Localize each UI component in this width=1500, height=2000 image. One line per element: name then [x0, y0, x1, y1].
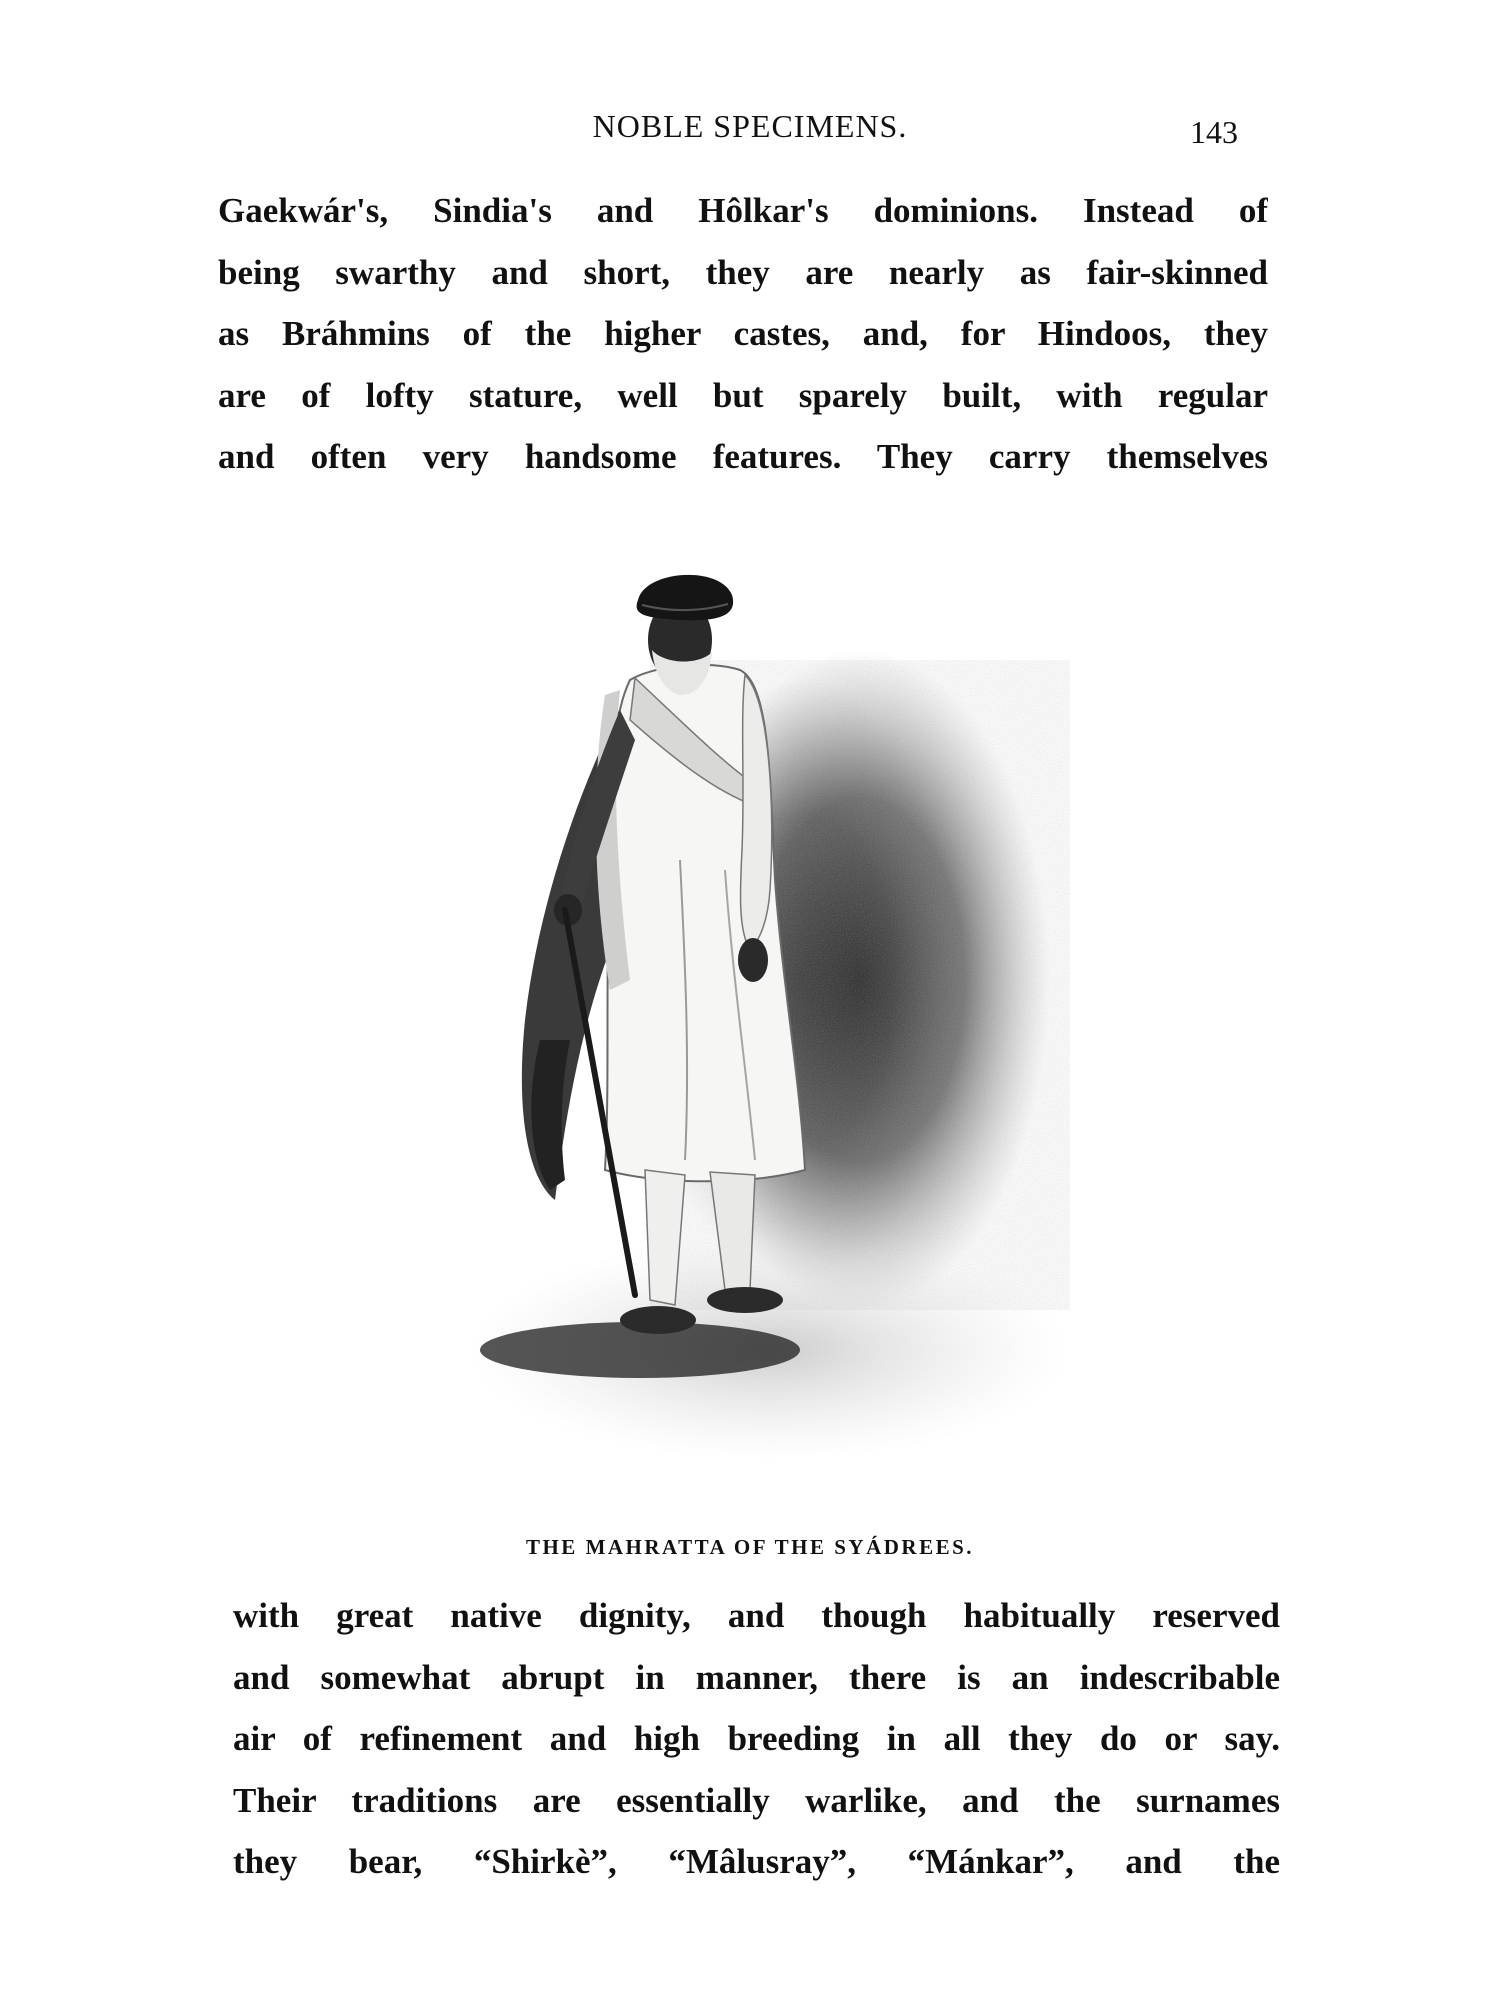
- engraving-illustration: [470, 560, 1120, 1460]
- text-line: as Bráhmins of the higher castes, and, for Hindoos, they: [218, 314, 1268, 353]
- text-line: air of refinement and high breeding in all they do or say.: [233, 1719, 1280, 1758]
- ground: [470, 1240, 1070, 1460]
- body-text-bottom: [233, 1585, 1280, 1893]
- text-line: being swarthy and short, they are nearly as fair-skinned: [218, 252, 1268, 292]
- running-head: [0, 108, 1500, 158]
- page-number: 143: [1190, 114, 1238, 150]
- running-title: NOBLE SPECIMENS.: [592, 108, 908, 144]
- figure-caption: THE MAHRATTA OF THE SYÁDREES.: [525, 1535, 975, 1559]
- text-line: Gaekwár's, Sindia's and Hôlkar's dominions. Instead of: [218, 191, 1268, 230]
- text-line: they bear, “Shirkè”, “Mâlusray”, “Mánkar”, and the: [233, 1842, 1280, 1881]
- text-line: are of lofty stature, well but sparely built, with regular: [218, 375, 1268, 415]
- body-text-top: [218, 180, 1268, 488]
- text-line: with great native dignity, and though habitually reserved: [233, 1596, 1280, 1635]
- text-line: and often very handsome features. They carry themselves: [218, 437, 1268, 476]
- text-line: and somewhat abrupt in manner, there is an indescribable: [233, 1657, 1280, 1697]
- text-line: Their traditions are essentially warlike, and the surnames: [233, 1780, 1280, 1820]
